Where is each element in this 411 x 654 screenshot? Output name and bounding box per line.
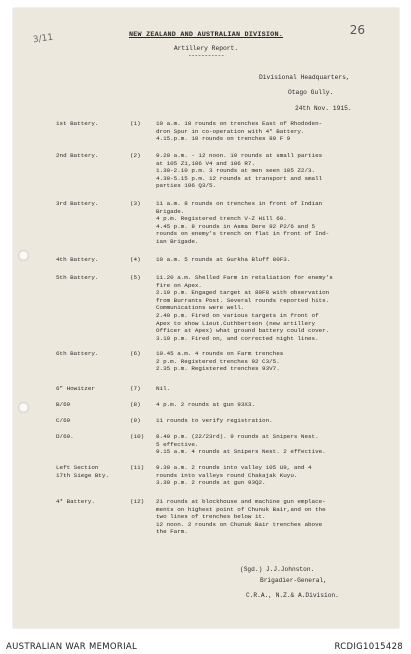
entry-unit: 6th Battery. — [56, 350, 99, 357]
entry-text: 8.40 p.m. (22/23rd). 9 rounds at Snipers Nest. 5 effective. 9.15 a.m. 4 rounds at Snipers Nest. 2 effective. — [156, 433, 326, 456]
entry-number: (5) — [130, 274, 141, 281]
entry-text: 11.20 a.m. Shelled Farm in retaliation for enemy's fire on Apex. 2.10 p.m. Engaged target at 80F8 with observation from Burrants Post. Several rounds reported hits. Communications were well. 2.40 p.m. Fired on various targets in front of Apex to show Lieut.Cuthbertson (new artillery Officer at Apex) what ground battery could cover. 3.10 p.m. Fired on, and corrected night lines. — [156, 274, 333, 342]
pencil-annotation-left: 3/11 — [32, 32, 54, 46]
entry-unit: 4th Battery. — [56, 256, 99, 263]
entry-unit: 5th Battery. — [56, 274, 99, 281]
entry-number: (10) — [130, 433, 145, 440]
header-date: 24th Nov. 1915. — [295, 105, 352, 112]
document-page — [13, 8, 399, 628]
signature-name: (Sgd.) J.J.Johnston. — [240, 566, 315, 573]
entry-unit: D/69. — [56, 433, 74, 440]
entry-number: (2) — [130, 152, 141, 159]
entry-number: (3) — [130, 200, 141, 207]
entry-unit: C/69 — [56, 417, 71, 424]
entry-number: (4) — [130, 256, 141, 263]
signature-rank: Brigadier-General, — [260, 577, 327, 584]
entry-text: 10.45 a.m. 4 rounds on Farm trenches 2 p.m. Registered trenches 92 C3/5. 2.35 p.m. Registered trenches 93V7. — [156, 350, 284, 373]
entry-text: Nil. — [156, 385, 171, 392]
entry-unit: 6" Howitzer — [56, 385, 95, 392]
punch-hole — [18, 250, 29, 261]
entry-unit: 3rd Battery. — [56, 200, 99, 207]
header-location: Otago Gully. — [288, 89, 334, 96]
entry-number: (12) — [130, 498, 145, 505]
entry-number: (8) — [130, 401, 141, 408]
entry-text: 9.30 a.m. 2 rounds into valley 105 U9, and 4 rounds into valleys round Chakajak Kuyu. 3.30 p.m. 2 rounds at gun 93Q2. — [156, 464, 312, 487]
entry-unit: Left Section 17th Siege Bty. — [56, 464, 110, 479]
report-title: Artillery Report. — [173, 45, 239, 52]
entry-text: 21 rounds at blockhouse and machine gun emplace- ments on highest point of Chunuk Bair,and on the two lines of trenches below it. 12 noon. 2 rounds on Chunuk Bair trenches above the Farm. — [156, 498, 326, 536]
entry-number: (11) — [130, 464, 145, 471]
entry-unit: 2nd Battery. — [56, 152, 99, 159]
entry-text: 11 a.m. 8 rounds on trenches in front of Indian Brigade. 4 p.m. Registered trench V-Z Hill 60. 4.45 p.m. 8 rounds in Asma Dere 92 P2/6 and 5 rounds on enemy's trench on flat in front of Ind- ian Brigade. — [156, 200, 330, 245]
entry-number: (7) — [130, 385, 141, 392]
entry-unit: 1st Battery. — [56, 120, 99, 127]
pencil-folio-number: 26 — [349, 23, 365, 37]
entry-number: (6) — [130, 350, 141, 357]
entry-text: 11 rounds to verify registration. — [156, 417, 273, 424]
entry-text: 10 a.m. 5 rounds at Gurkha Bluff 80F3. — [156, 256, 291, 263]
record-id: RCDIG1015428 — [334, 642, 403, 652]
header-place: Divisional Headquarters, — [259, 74, 350, 81]
entry-unit: 4* Battery. — [56, 498, 95, 505]
entry-number: (9) — [130, 417, 141, 424]
entry-number: (1) — [130, 120, 141, 127]
signature-title: C.R.A., N.Z.& A.Division. — [246, 592, 339, 599]
archive-footer — [0, 630, 411, 654]
archive-name: AUSTRALIAN WAR MEMORIAL — [6, 642, 138, 652]
entry-unit: B/69 — [56, 401, 71, 408]
entry-text: 9.20 a.m. - 12 noon. 10 rounds at small parties at 105 Z1,106 V4 and 106 R7. 1.30-2.10 p.m. 3 rounds at men seen 105 Z2/3. 4.30-5.15 p.m. 12 rounds at transport and small parties 106 Q3/5. — [156, 152, 323, 190]
entry-text: 10 a.m. 10 rounds on trenches East of Rhododen- dron Spur in co-operation with 4* Battery. 4.15.p.m. 10 rounds on trenches 80 F 9 — [156, 120, 323, 143]
entry-text: 4 p.m. 2 rounds at gun 93X3. — [156, 401, 255, 408]
punch-hole — [18, 402, 29, 413]
title-underline: ----------- — [187, 52, 225, 59]
document-heading: NEW ZEALAND AND AUSTRALIAN DIVISION. — [128, 31, 284, 39]
